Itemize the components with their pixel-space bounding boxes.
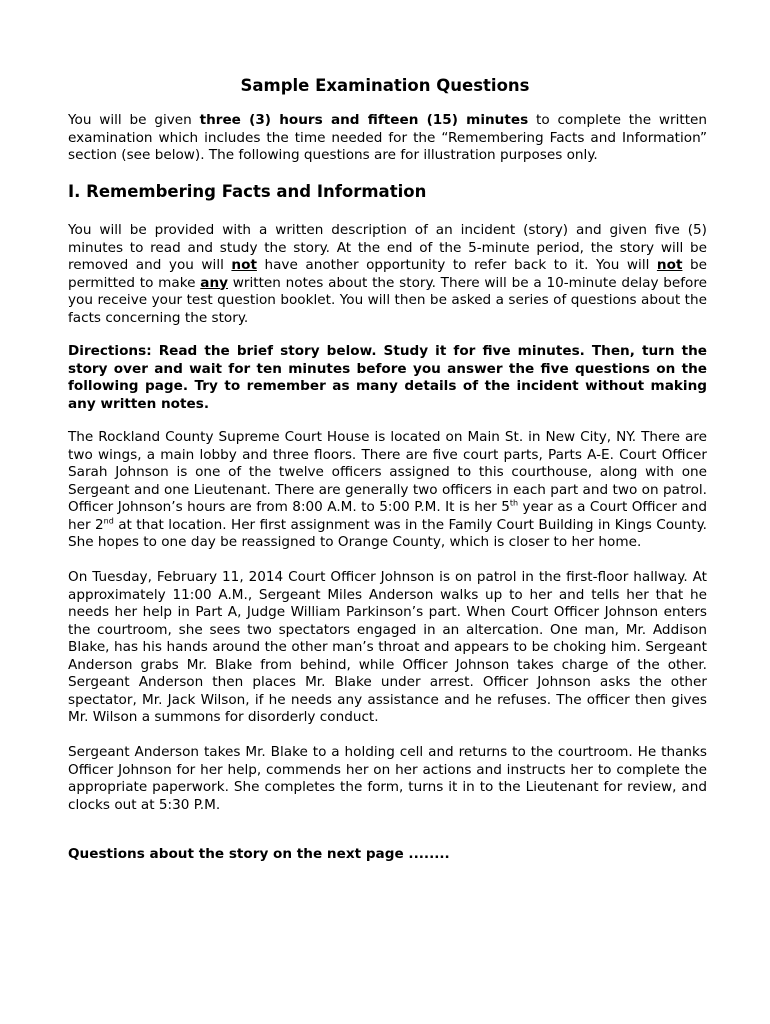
instructions-text-2: have another opportunity to refer back to it. You will xyxy=(256,257,657,273)
story-paragraph-1 xyxy=(68,429,707,552)
instructions-text-4: written notes about the story. There will be a 10-minute delay before you receive your test question booklet. You will then be asked a series of questions about the facts concerning the story. xyxy=(68,274,708,326)
instructions-any: any xyxy=(200,274,228,291)
section-heading: I. Remembering Facts and Information xyxy=(68,182,427,201)
story-p1-text-2: year as a Court Officer and her 2 xyxy=(68,499,708,533)
instructions-text-3: be permitted to make xyxy=(68,257,707,291)
intro-paragraph xyxy=(68,112,707,165)
instructions-paragraph xyxy=(68,222,707,327)
instructions-not-2: not xyxy=(656,257,683,273)
story-p1-text-1: The Rockland County Supreme Court House is located on Main St. in New City, NY. There are two wings, a main lobby and three floors. There are five court parts, Parts A-E. Court Officer Sarah Johnson is one of the twelve officers assigned to this courthouse, along with one Sergeant and one Lieutenant. There are generally two officers in each part and two on patrol. Officer Johnson’s hours are from 8:00 A.M. to 5:00 P.M. It is her 5 xyxy=(68,429,707,515)
instructions-not-1: not xyxy=(231,257,257,273)
story-paragraph-2: On Tuesday, February 11, 2014 Court Officer Johnson is on patrol in the first-floor hallway. At approximately 11:00 A.M., Sergeant Miles Anderson walks up to her and tells her that he needs her help in Part A, Judge William Parkinson’s part. When Court Officer Johnson enters the courtroom, she sees two spectators engaged in an altercation. One man, Mr. Addison Blake, has his hands around the other man’s throat and appears to be choking him. Sergeant Anderson grabs Mr. Blake from behind, while Officer Johnson takes charge of the other. Sergeant Anderson then places Mr. Blake under arrest. Officer Johnson asks the other spectator, Mr. Jack Wilson, if he needs any assistance and he refuses. The officer then gives Mr. Wilson a summons for disorderly conduct. xyxy=(68,569,707,725)
directions-paragraph: Directions: Read the brief story below. Study it for five minutes. Then, turn the story over and wait for ten minutes before you answer the five questions on the following page. Try to remember as many details of the incident without making any written notes. xyxy=(68,343,707,412)
page-title: Sample Examination Questions xyxy=(240,76,530,95)
intro-text-1: You will be given xyxy=(68,112,200,128)
story-p1-sup-2: nd xyxy=(103,515,114,525)
next-page-note: Questions about the story on the next page ........ xyxy=(68,846,450,862)
story-p1-sup-1: th xyxy=(509,498,519,508)
story-paragraph-3: Sergeant Anderson takes Mr. Blake to a holding cell and returns to the courtroom. He thanks Officer Johnson for her help, commends her on her actions and instructs her to complete the appropriate paperwork. She completes the form, turns it in to the Lieutenant for review, and clocks out at 5:30 P.M. xyxy=(68,744,707,813)
instructions-text-1: You will be provided with a written description of an incident (story) and given five (5) minutes to read and study the story. At the end of the 5-minute period, the story will be removed and you will xyxy=(68,222,707,273)
intro-text-2: to complete the written examination which includes the time needed for the “Remembering Facts and Information” section (see below). The following questions are for illustration purposes only. xyxy=(68,112,708,163)
intro-time-bold: three (3) hours and fifteen (15) minutes xyxy=(199,112,529,128)
story-p1-text-3: at that location. Her first assignment was in the Family Court Building in Kings County. She hopes to one day be reassigned to Orange County, which is closer to her home. xyxy=(68,516,707,550)
